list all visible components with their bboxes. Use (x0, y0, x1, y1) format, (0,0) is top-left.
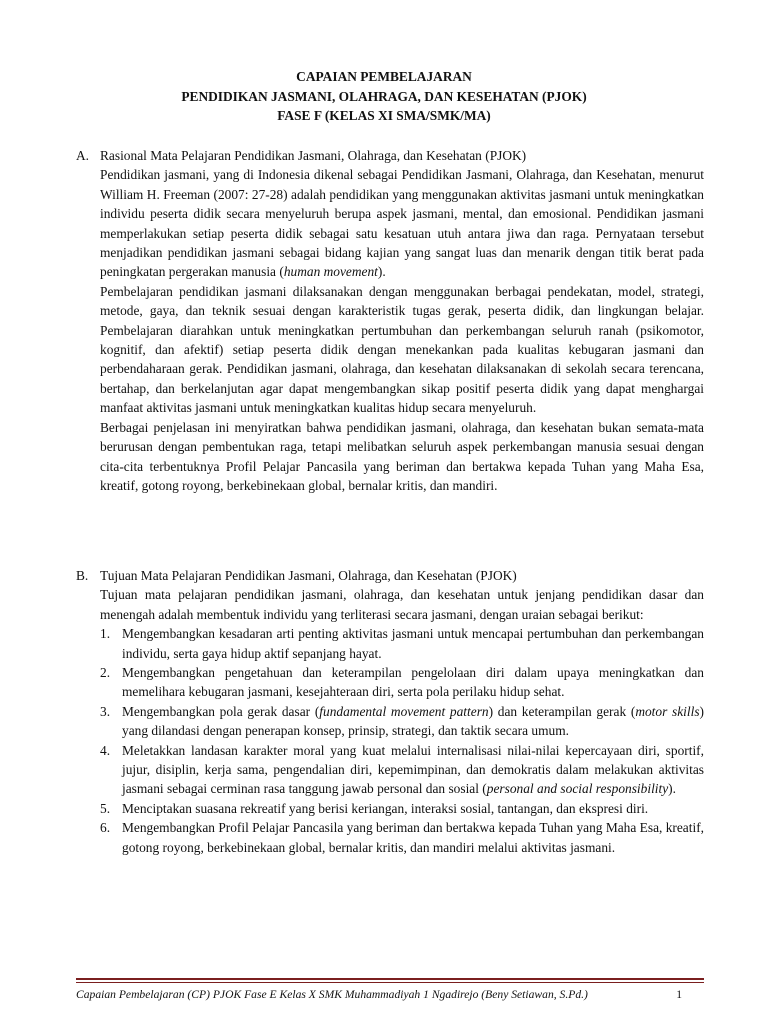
item4-italic: personal and social responsibility (486, 781, 669, 797)
list-text (122, 741, 704, 799)
section-a-paragraph-3: Berbagai penjelasan ini menyiratkan bahwa pendidikan jasmani, olahraga, dan kesehatan bukan semata-mata berurusan dengan pembentukan raga, tetapi melibatkan seluruh aspek perkembangan manusia sesuai dengan cita-cita terbentuknya Profil Pelajar Pancasila yang beriman dan bertakwa kepada Tuhan yang Maha Esa, kreatif, gotong royong, berkebinekaan global, bernalar kritis, dan mandiri. (100, 419, 704, 493)
footer-text: Capaian Pembelajaran (CP) PJOK Fase E Kelas X SMK Muhammadiyah 1 Ngadirejo (Beny Setiawan, S.Pd.) (76, 988, 588, 1001)
list-number: 3. (100, 703, 111, 719)
section-b (76, 566, 704, 857)
section-a-paragraph-1 (100, 165, 704, 281)
item3-b: ) dan keterampilan gerak ( (488, 703, 636, 719)
list-item (100, 741, 704, 799)
list-number: 4. (100, 742, 111, 758)
list-item (100, 818, 704, 857)
list-text (122, 702, 704, 741)
list-number: 2. (100, 665, 111, 681)
page-footer (76, 988, 704, 1001)
item3-italic-2: motor skills (635, 703, 700, 719)
footer-rule-thin (76, 982, 704, 983)
list-item (100, 663, 704, 702)
list-text: Mengembangkan Profil Pelajar Pancasila yang beriman dan bertakwa kepada Tuhan yang Maha Esa, kreatif, gotong royong, berkebinekaan global, bernalar kritis, dan mandiri melalui aktivitas jasmani. (122, 820, 704, 855)
section-a-letter: A. (76, 148, 90, 163)
section-a-title: Rasional Mata Pelajaran Pendidikan Jasmani, Olahraga, dan Kesehatan (PJOK) (100, 148, 527, 163)
section-b-intro: Tujuan mata pelajaran pendidikan jasmani, olahraga, dan kesehatan untuk jenjang pendidikan dasar dan menengah adalah membentuk individu yang terliterasi secara jasmani, dengan uraian sebagai berikut: (100, 587, 704, 622)
section-a-heading (76, 146, 704, 165)
goals-list (100, 624, 704, 857)
item3-a: Mengembangkan pola gerak dasar ( (122, 703, 320, 719)
list-number: 1. (100, 626, 111, 642)
section-a (76, 146, 704, 495)
document-title (0, 67, 768, 126)
p1-end: ). (377, 264, 386, 280)
item4-a: Meletakkan landasan karakter moral yang kuat melalui internalisasi nilai-nilai kepercayaan diri, sportif, jujur, disiplin, kerja sama, pengendalian diri, kepemimpinan, dan demokratis dalam melakukan aktivitas jasmani sebagai cerminan rasa tanggung jawab personal dan sosial ( (122, 742, 704, 797)
list-item (100, 702, 704, 741)
section-b-letter: B. (76, 568, 89, 583)
item4-b: ). (668, 781, 676, 797)
item3-italic-1: fundamental movement pattern (319, 703, 489, 719)
section-b-heading (76, 566, 704, 585)
title-line-2: PENDIDIKAN JASMANI, OLAHRAGA, DAN KESEHATAN (PJOK) (181, 88, 587, 104)
page-number: 1 (676, 988, 682, 1001)
section-b-title: Tujuan Mata Pelajaran Pendidikan Jasmani, Olahraga, dan Kesehatan (PJOK) (100, 568, 517, 583)
list-number: 6. (100, 820, 111, 836)
item3-c: ) yang dilandasi dengan penerapan konsep, prinsip, strategi, dan taktik secara umum. (122, 703, 705, 739)
list-text: Mengembangkan kesadaran arti penting aktivitas jasmani untuk mencapai pertumbuhan dan perkembangan individu, serta gaya hidup aktif sepanjang hayat. (122, 626, 704, 661)
title-line-3: FASE F (KELAS XI SMA/SMK/MA) (277, 108, 491, 123)
section-a-paragraph-2: Pembelajaran pendidikan jasmani dilaksanakan dengan menggunakan berbagai pendekatan, model, strategi, metode, gaya, dan teknik sesuai dengan karakteristik tugas gerak, peserta didik, dan lingkungan belajar. Pembelajaran diarahkan untuk meningkatkan pertumbuhan dan perkembangan seluruh ranah (psikomotor, kognitif, dan afektif) setiap peserta didik dengan menekankan pada kualitas kebugaran jasmani dan perbendaharaan gerak. Pendidikan jasmani, olahraga, dan kesehatan dilaksanakan di sekolah secara terencana, bertahap, dan berkelanjutan agar dapat mengembangkan sikap positif peserta didik yang dapat menghargai manfaat aktivitas jasmani untuk meningkatkan kualitas hidup secara menyeluruh. (100, 283, 704, 416)
p1-text: Pendidikan jasmani, yang di Indonesia dikenal sebagai Pendidikan Jasmani, Olahraga, dan Kesehatan, menurut William H. Freeman (2007: 27-28) adalah pendidikan yang menggunakan aktivitas jasmani untuk meningkatkan individu peserta didik secara menyeluruh berupa aspek jasmani, mental, dan emosional. Pendidikan jasmani memperlakukan setiap peserta didik sebagai satu kesatuan utuh antara jiwa dan raga. Pernyataan tersebut menjadikan pendidikan jasmani sebagai bidang kajian yang sangat luas dan menarik dengan titik berat pada peningkatan pergerakan manusia ( (100, 167, 704, 280)
title-line-1: CAPAIAN PEMBELAJARAN (296, 69, 472, 84)
footer-rule-thick (76, 978, 704, 980)
list-number: 5. (100, 800, 111, 816)
list-item (100, 799, 704, 818)
list-item (100, 624, 704, 663)
p1-italic: human movement (283, 264, 378, 280)
list-text: Mengembangkan pengetahuan dan keterampilan pengelolaan diri dalam upaya meningkatkan dan memelihara kebugaran jasmani, kesejahteraan diri, serta pola perilaku hidup sehat. (122, 665, 704, 700)
list-text: Menciptakan suasana rekreatif yang berisi keriangan, interaksi sosial, tantangan, dan ekspresi diri. (122, 800, 649, 816)
